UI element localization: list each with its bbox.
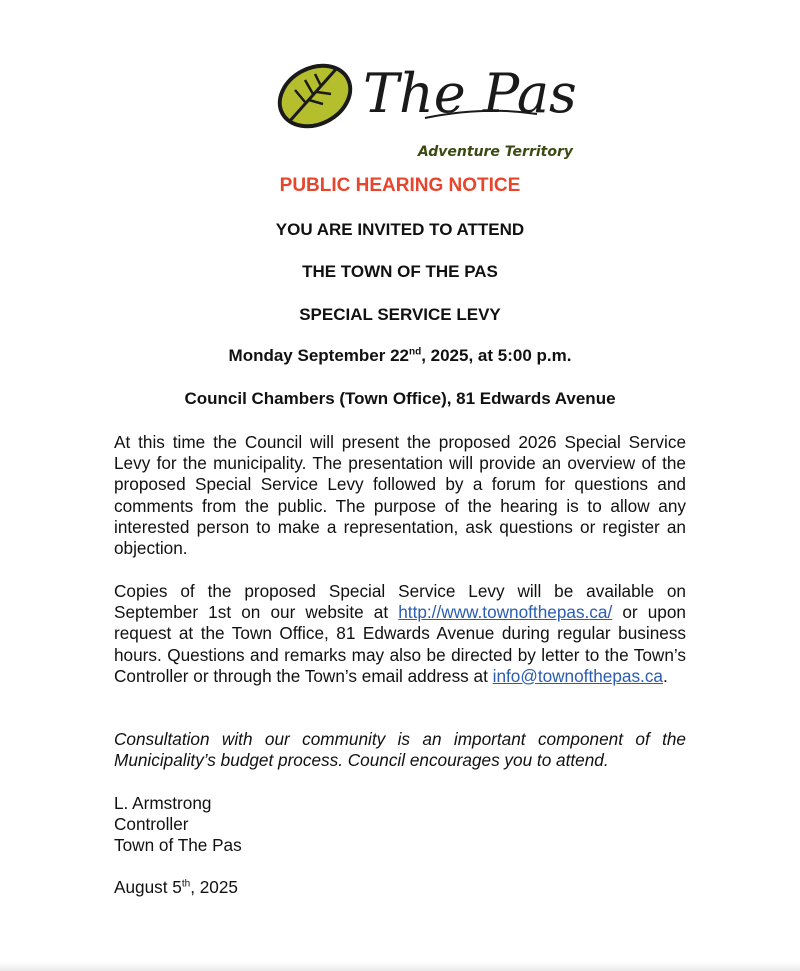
signature-org: Town of The Pas	[114, 835, 242, 855]
paragraph-consultation: Consultation with our community is an important component of the Municipality’s budget process. Council encourages you to attend.	[114, 729, 686, 771]
date-heading: Monday September 22nd, 2025, at 5:00 p.m.	[228, 346, 572, 365]
signature-name: L. Armstrong	[114, 793, 212, 813]
leaf-icon	[275, 54, 361, 138]
town-logo	[275, 44, 580, 160]
location-heading: Council Chambers (Town Office), 81 Edwards Avenue	[184, 389, 616, 408]
paragraph-copies: Copies of the proposed Special Service Levy will be available on September 1st on our website at http://www.townofthepas.ca/ or upon request at the Town Office, 81 Edwards Avenue during regular business hours. Questions and remarks may also be directed by letter to the Town’s Controller or through the Town’s email address at info@townofthepas.ca.	[114, 581, 686, 686]
invite-heading: YOU ARE INVITED TO ATTEND	[275, 220, 525, 239]
signature-date: August 5th, 2025	[114, 877, 238, 897]
website-link[interactable]: http://www.townofthepas.ca/	[398, 602, 613, 623]
org-heading: THE TOWN OF THE PAS	[302, 262, 498, 281]
logo-brand: The Pas	[363, 62, 577, 125]
logo-graphic	[275, 44, 580, 160]
paragraph-presentation: At this time the Council will present the proposed 2026 Special Service Levy for the municipality. The presentation will provide an overview of the proposed Special Service Levy followed by a forum for questions and comments from the public. The purpose of the hearing is to allow any interested person to make a representation, ask questions or register an objection.	[114, 432, 686, 559]
logo-tagline: Adventure Territory	[417, 144, 573, 160]
page-bottom-edge	[0, 962, 800, 971]
email-link[interactable]: info@townofthepas.ca	[492, 665, 663, 686]
notice-title: PUBLIC HEARING NOTICE	[279, 175, 521, 196]
subject-heading: SPECIAL SERVICE LEVY	[299, 305, 501, 324]
signature-role: Controller	[114, 814, 189, 834]
